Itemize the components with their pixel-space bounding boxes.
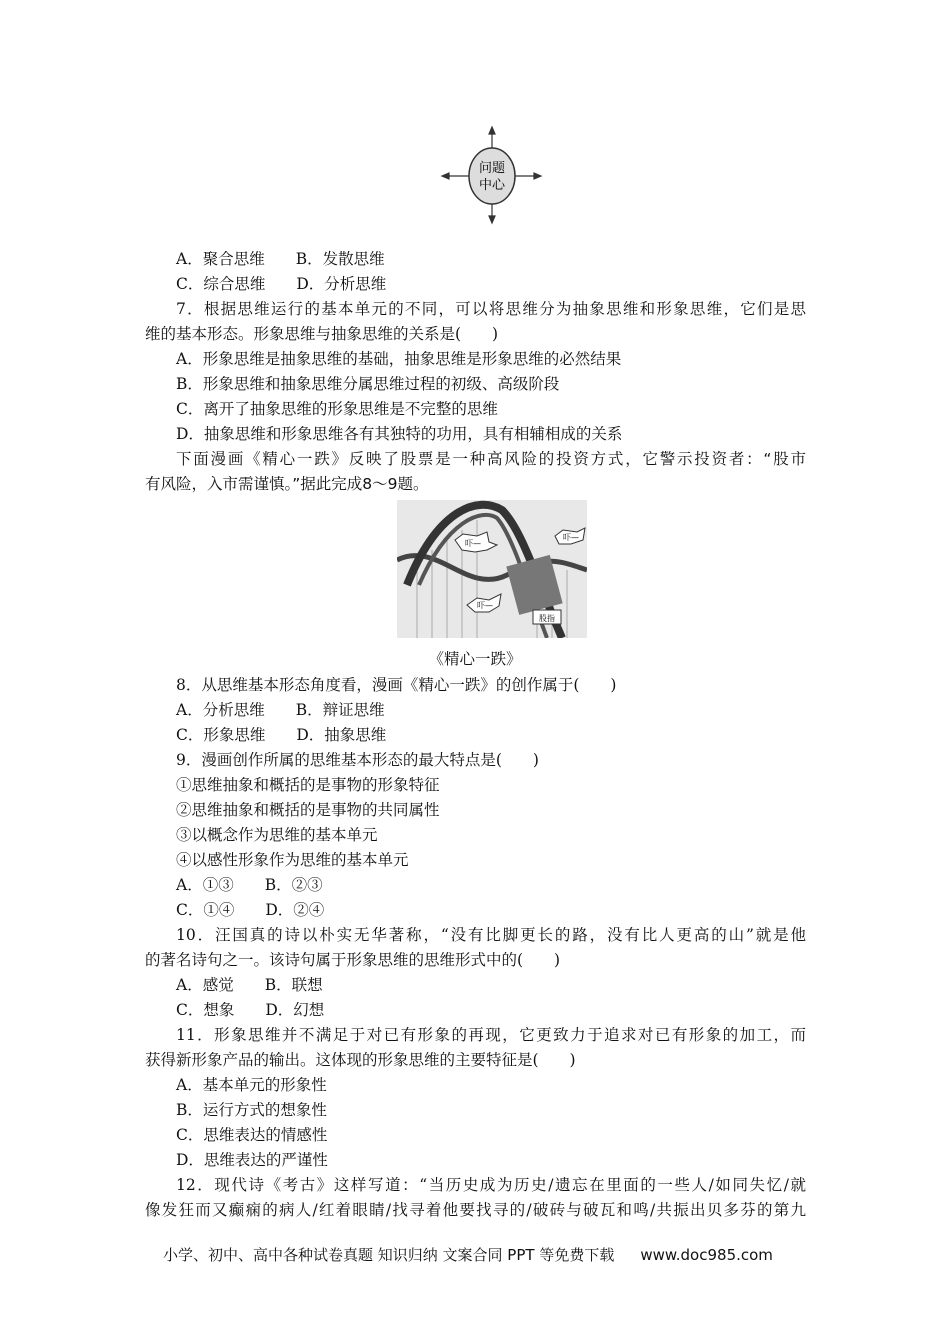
option-line: A．感觉 B．联想 [176, 976, 323, 994]
option-line: C．思维表达的情感性 [176, 1126, 328, 1144]
speech-bubble-2: 吓— [563, 533, 579, 542]
question-7-stem-cont: 维的基本形态。形象思维与抽象思维的关系是( ) [145, 325, 499, 343]
option-line: C．综合思维 D．分析思维 [176, 275, 387, 293]
option-line: D．思维表达的严谨性 [176, 1151, 328, 1169]
footer-text: 小学、初中、高中各种试卷真题 知识归纳 文案合同 PPT 等免费下载 [163, 1246, 615, 1264]
footer-url-link[interactable]: www.doc985.com [640, 1246, 773, 1264]
car-label: 股指 [539, 614, 555, 623]
speech-bubble-3: 吓— [477, 601, 493, 610]
statement-line: ②思维抽象和概括的是事物的共同属性 [176, 801, 440, 819]
diagram-label-2: 中心 [478, 178, 506, 193]
question-10-stem: 10．汪国真的诗以朴实无华著称，“没有比脚更长的路，没有比人更高的山”就是他 [176, 926, 806, 944]
question-9-stem: 9．漫画创作所属的思维基本形态的最大特点是( ) [176, 751, 539, 769]
question-10-stem-cont: 的著名诗句之一。该诗句属于形象思维的思维形式中的( ) [145, 951, 561, 969]
comic-caption: 《精心一跌》 [428, 650, 522, 668]
page-footer [163, 1243, 773, 1267]
option-line: B．形象思维和抽象思维分属思维过程的初级、高级阶段 [176, 375, 560, 393]
option-line: A．基本单元的形象性 [176, 1076, 327, 1094]
comic-intro: 下面漫画《精心一跌》反映了股票是一种高风险的投资方式，它警示投资者：“股市 [176, 450, 806, 468]
question-8-stem: 8．从思维基本形态角度看，漫画《精心一跌》的创作属于( ) [176, 676, 617, 694]
question-12-stem: 12．现代诗《考古》这样写道：“当历史成为历史/遗忘在里面的一些人/如同失忆/就 [176, 1176, 806, 1194]
question-11-stem: 11．形象思维并不满足于对已有形象的再现，它更致力于追求对已有形象的加工，而 [176, 1026, 806, 1044]
speech-bubble-1: 吓— [465, 539, 481, 548]
statement-line: ③以概念作为思维的基本单元 [176, 826, 378, 844]
questions-6-7 [145, 247, 806, 497]
option-line: C．①④ D．②④ [176, 901, 325, 919]
option-line: A．①③ B．②③ [176, 876, 323, 894]
questions-8-12 [145, 673, 806, 1223]
roller-coaster-comic [397, 500, 587, 638]
option-line: C．离开了抽象思维的形象思维是不完整的思维 [176, 400, 498, 418]
option-line: A．形象思维是抽象思维的基础，抽象思维是形象思维的必然结果 [176, 350, 622, 368]
option-line: A．聚合思维 B．发散思维 [176, 250, 385, 268]
question-12-stem-cont: 像发狂而又癫痫的病人/红着眼睛/找寻着他要找寻的/破砖与破瓦和鸣/共振出贝多芬的第九 [145, 1201, 806, 1219]
statement-line: ①思维抽象和概括的是事物的形象特征 [176, 776, 440, 794]
option-line: A．分析思维 B．辩证思维 [176, 701, 385, 719]
question-7-stem: 7．根据思维运行的基本单元的不同，可以将思维分为抽象思维和形象思维，它们是思 [176, 300, 806, 318]
option-line: C．形象思维 D．抽象思维 [176, 726, 387, 744]
comic-intro-cont: 有风险，入市需谨慎。”据此完成8～9题。 [145, 475, 429, 493]
option-line: C．想象 D．幻想 [176, 1001, 325, 1019]
problem-center-diagram [438, 126, 548, 226]
question-11-stem-cont: 获得新形象产品的输出。这体现的形象思维的主要特征是( ) [145, 1051, 576, 1069]
diagram-label-1: 问题 [478, 161, 506, 176]
option-line: D．抽象思维和形象思维各有其独特的功用，具有相辅相成的关系 [176, 425, 623, 443]
option-line: B．运行方式的想象性 [176, 1101, 327, 1119]
statement-line: ④以感性形象作为思维的基本单元 [176, 851, 409, 869]
